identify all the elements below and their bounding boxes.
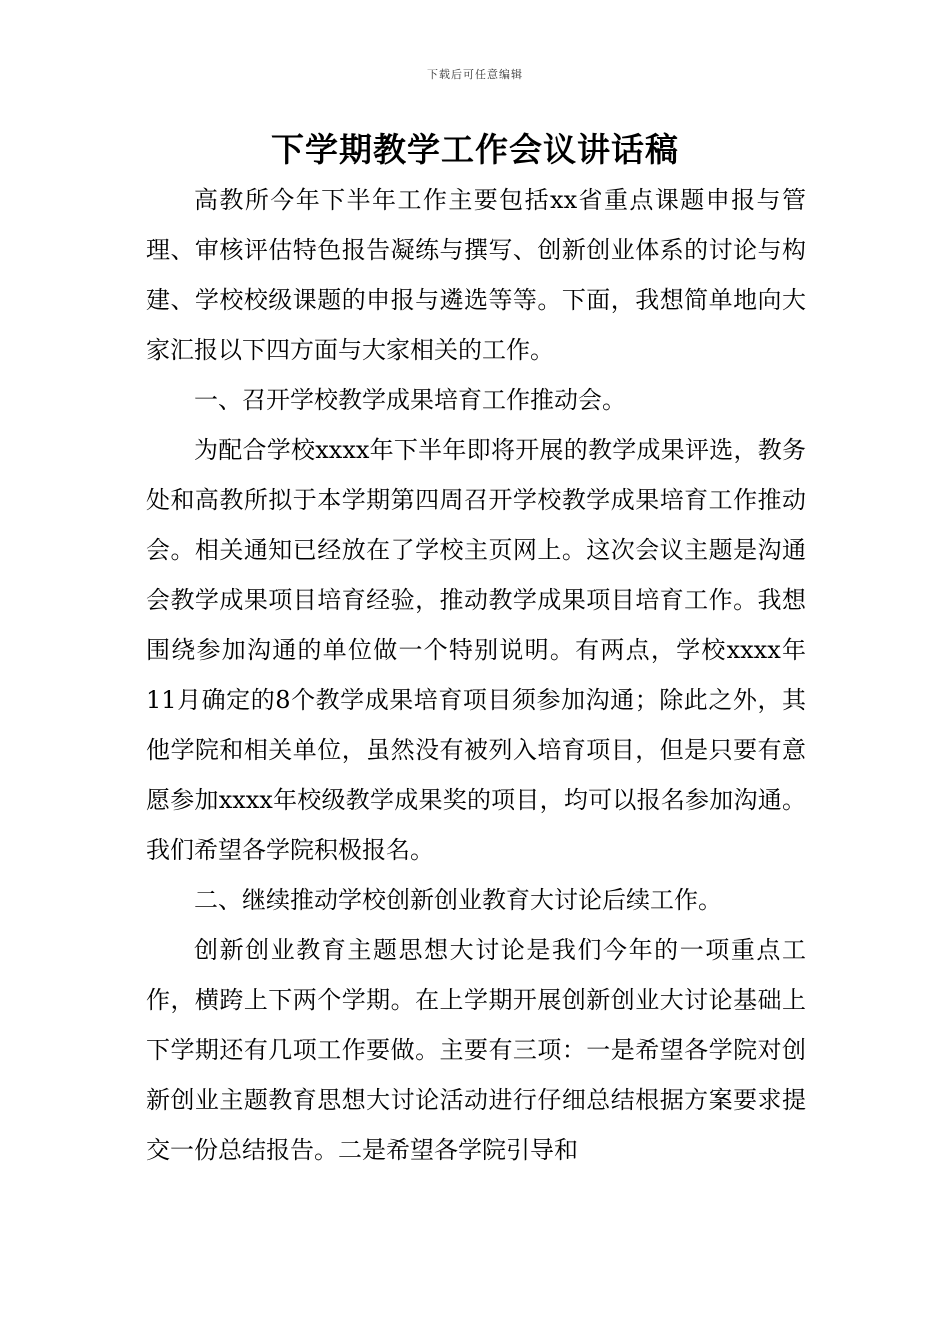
header-note: 下载后可任意编辑 bbox=[427, 68, 523, 81]
document-title: 下学期教学工作会议讲话稿 bbox=[271, 130, 679, 169]
paragraph-section-1: 为配合学校xxxx年下半年即将开展的教学成果评选，教务处和高教所拟于本学期第四周召开学校教学成果培育工作推动会。相关通知已经放在了学校主页网上。这次会议主题是沟通会教学成果项目培育经验，推动教学成果项目培育工作。我想围绕参加沟通的单位做一个特别说明。有两点，学校xxxx年11月确定的8个教学成果培育项目须参加沟通；除此之外，其他学院和相关单位，虽然没有被列入培育项目，但是只要有意愿参加xxxx年校级教学成果奖的项目，均可以报名参加沟通。我们希望各学院积极报名。 bbox=[146, 436, 806, 864]
document-body bbox=[146, 175, 806, 1175]
section-heading-2: 二、继续推动学校创新创业教育大讨论后续工作。 bbox=[194, 886, 722, 914]
paragraph-section-2: 创新创业教育主题思想大讨论是我们今年的一项重点工作，横跨上下两个学期。在上学期开展创新创业大讨论基础上下学期还有几项工作要做。主要有三项：一是希望各学院对创新创业主题教育思想大讨论活动进行仔细总结根据方案要求提交一份总结报告。二是希望各学院引导和 bbox=[146, 936, 806, 1164]
paragraph-intro: 高教所今年下半年工作主要包括xx省重点课题申报与管理、审核评估特色报告凝练与撰写、创新创业体系的讨论与构建、学校校级课题的申报与遴选等等。下面，我想简单地向大家汇报以下四方面与大家相关的工作。 bbox=[146, 186, 806, 364]
section-heading-1: 一、召开学校教学成果培育工作推动会。 bbox=[194, 386, 626, 414]
